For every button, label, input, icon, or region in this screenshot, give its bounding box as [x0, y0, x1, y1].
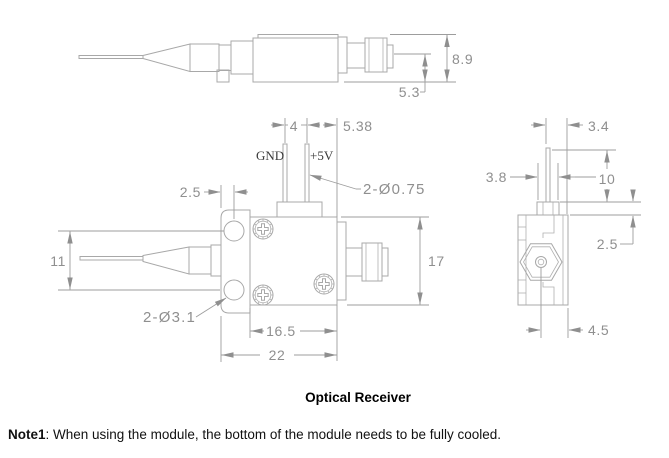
- pin-header-side: [537, 148, 559, 215]
- dim-label-3-8: 3.8: [485, 169, 507, 185]
- pin-header: [256, 144, 334, 217]
- dim-label-16-5: 16.5: [266, 323, 296, 339]
- dim-connector-offset: [526, 308, 609, 338]
- dim-lid-height: [570, 191, 641, 252]
- callout-pin-diameter: [310, 175, 426, 198]
- dim-label-22: 22: [268, 347, 286, 363]
- dim-body-height: [341, 217, 445, 305]
- callout-label-holes: 2-Ø3.1: [143, 309, 197, 326]
- dim-pin-length: [552, 150, 641, 202]
- ferrule-cone: [143, 44, 190, 72]
- rf-connector-front: [346, 243, 388, 281]
- dim-label-8-9: 8.9: [452, 51, 474, 67]
- fiber-pigtail: [79, 44, 231, 72]
- mounting-hole-top: [224, 221, 244, 241]
- dim-label-3-4: 3.4: [588, 118, 610, 134]
- callout-mounting-holes: [143, 298, 226, 326]
- rf-connector-side: [338, 37, 393, 73]
- module-body-side: [217, 35, 338, 83]
- top-view: [79, 35, 473, 101]
- note-text: [8, 427, 501, 442]
- dim-label-4-5: 4.5: [588, 322, 610, 338]
- pin-side: [546, 148, 550, 202]
- fiber-pigtail-front: [80, 245, 221, 276]
- dim-hole-offset: [180, 184, 248, 219]
- dim-pin-to-back: [531, 118, 609, 214]
- dim-label-2-5-front: 2.5: [179, 184, 201, 200]
- front-view: [50, 118, 445, 363]
- screw-icon: [314, 274, 334, 294]
- dim-label-11: 11: [50, 253, 66, 269]
- dim-label-5-38: 5.38: [343, 118, 373, 134]
- side-view: [486, 118, 641, 338]
- dim-label-17: 17: [428, 253, 445, 269]
- dim-label-5-3: 5.3: [398, 84, 420, 100]
- gnd-label: GND: [256, 148, 285, 163]
- dim-label-2-5-side: 2.5: [596, 236, 618, 252]
- callout-label-pin: 2-Ø0.75: [363, 181, 426, 198]
- vcc-pin: [305, 144, 309, 202]
- dim-body-width: [250, 308, 337, 339]
- note-label: Note1: [8, 427, 46, 442]
- vcc-label: +5V: [310, 148, 334, 163]
- note-body: : When using the module, the bottom of the module needs to be fully cooled.: [45, 427, 502, 442]
- screw-icon: [253, 285, 273, 305]
- drawing-caption: Optical Receiver: [305, 390, 411, 405]
- dim-label-4: 4: [289, 118, 299, 134]
- dim-label-10: 10: [598, 171, 616, 187]
- dim-top-connector-offset: [394, 54, 431, 100]
- mounting-hole-bottom: [224, 280, 244, 300]
- screw-icon: [253, 219, 273, 239]
- body-back-plate: [337, 222, 346, 300]
- dim-header-width: [486, 163, 596, 200]
- dim-top-height: [344, 35, 473, 83]
